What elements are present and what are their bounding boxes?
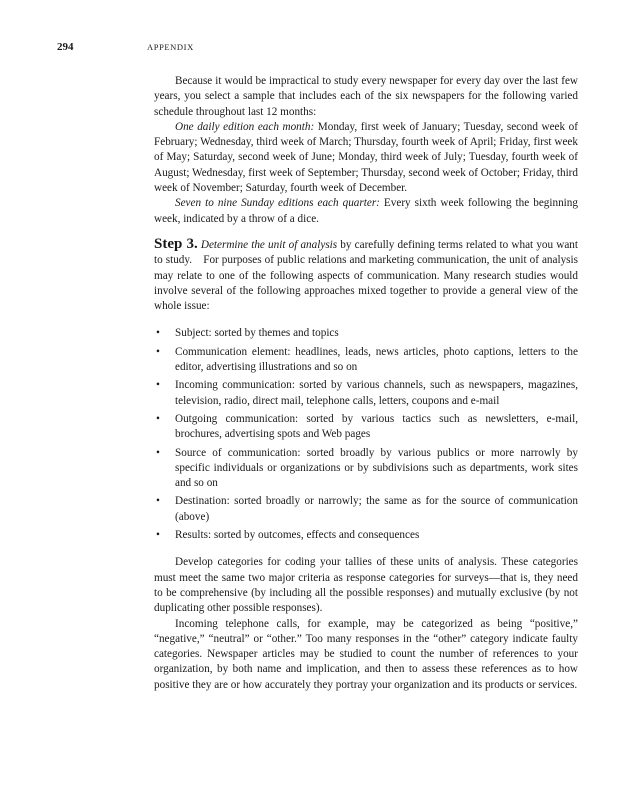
step-3-heading: Determine the unit of analysis: [200, 238, 338, 251]
bullet-icon: •: [156, 327, 160, 340]
list-item: [154, 446, 578, 492]
list-item: [154, 528, 578, 543]
step-3-paragraph: [154, 237, 578, 314]
categories-paragraph: Develop categories for coding your tallies of these units of analysis. These categories must meet the same two major criteria as response categories for surveys—that is, they need to be comprehensive (by including all the possible responses) and mutually exclusive (by not duplicating other possible responses).: [154, 556, 578, 615]
unit-of-analysis-list: [154, 326, 578, 543]
sunday-edition-text: Every sixth week following the beginning week, indicated by a throw of a dice.: [154, 197, 578, 225]
list-item-text: Outgoing communication: sorted by various tactics such as newsletters, e-mail, brochures, advertising spots and Web pages: [175, 412, 578, 441]
page-number: 294: [57, 41, 74, 53]
list-item: [154, 326, 578, 341]
bullet-icon: •: [156, 412, 160, 425]
running-head: APPENDIX: [147, 42, 194, 52]
list-item-text: Communication element: headlines, leads, news articles, photo captions, letters to the editor, advertising illustrations and so on: [175, 345, 578, 374]
list-item: [154, 494, 578, 525]
list-item: [154, 378, 578, 409]
list-item-text: Subject: sorted by themes and topics: [175, 327, 339, 340]
body-text: [154, 74, 578, 693]
list-item-text: Source of communication: sorted broadly by various publics or more narrowly by specific individuals or organizations or by subdivisions such as departments, work sites and so on: [175, 446, 578, 490]
bullet-icon: •: [156, 495, 160, 508]
intro-paragraph: Because it would be impractical to study every newspaper for every day over the last few years, you select a sample that includes each of the six newspapers for the following varied schedule throughout last 12 months:: [154, 75, 578, 118]
bullet-icon: •: [156, 446, 160, 459]
sunday-edition-lead: Seven to nine Sunday editions each quarter:: [175, 197, 380, 210]
sunday-edition-paragraph: [154, 196, 578, 227]
step-3-text: by carefully defining terms related to what you want to study. For purposes of public relations and marketing communication, the unit of analysis may relate to one of the following aspects of communication. Many research studies would involve several of the following approaches mixed together to provide a general view of the whole issue:: [154, 238, 578, 313]
bullet-icon: •: [156, 379, 160, 392]
daily-edition-paragraph: [154, 120, 578, 196]
list-item-text: Results: sorted by outcomes, effects and consequences: [175, 529, 420, 542]
step-3-label: Step 3.: [154, 235, 198, 252]
daily-edition-text: Monday, first week of January; Tuesday, second week of February; Wednesday, third week of March; Thursday, fourth week of April; Friday, first week of May; Saturday, second week of June; Monday, third week of July; Tuesday, fourth week of August; Wednesday, first week of September; Thursday, second week of October; Friday, third week of November; Saturday, fourth week of December.: [154, 120, 578, 195]
list-item: [154, 345, 578, 376]
bullet-icon: •: [156, 345, 160, 358]
bullet-icon: •: [156, 529, 160, 542]
daily-edition-lead: One daily edition each month:: [175, 120, 315, 133]
page-header: [57, 41, 603, 55]
list-item: [154, 412, 578, 443]
telephone-calls-paragraph: Incoming telephone calls, for example, may be categorized as being “positive,” “negative,” “neutral” or “other.” Too many responses in the “other” category indicate faulty categories. Newspaper articles may be studied to count the number of references to your organization, by both name and implication, and then to assess these references as to how positive they are or how accurately they portray your organization and its products or services.: [154, 617, 578, 691]
list-item-text: Destination: sorted broadly or narrowly; the same as for the source of communication (above): [175, 495, 578, 523]
list-item-text: Incoming communication: sorted by various channels, such as newspapers, magazines, television, radio, direct mail, telephone calls, letters, coupons and e-mail: [175, 379, 578, 407]
